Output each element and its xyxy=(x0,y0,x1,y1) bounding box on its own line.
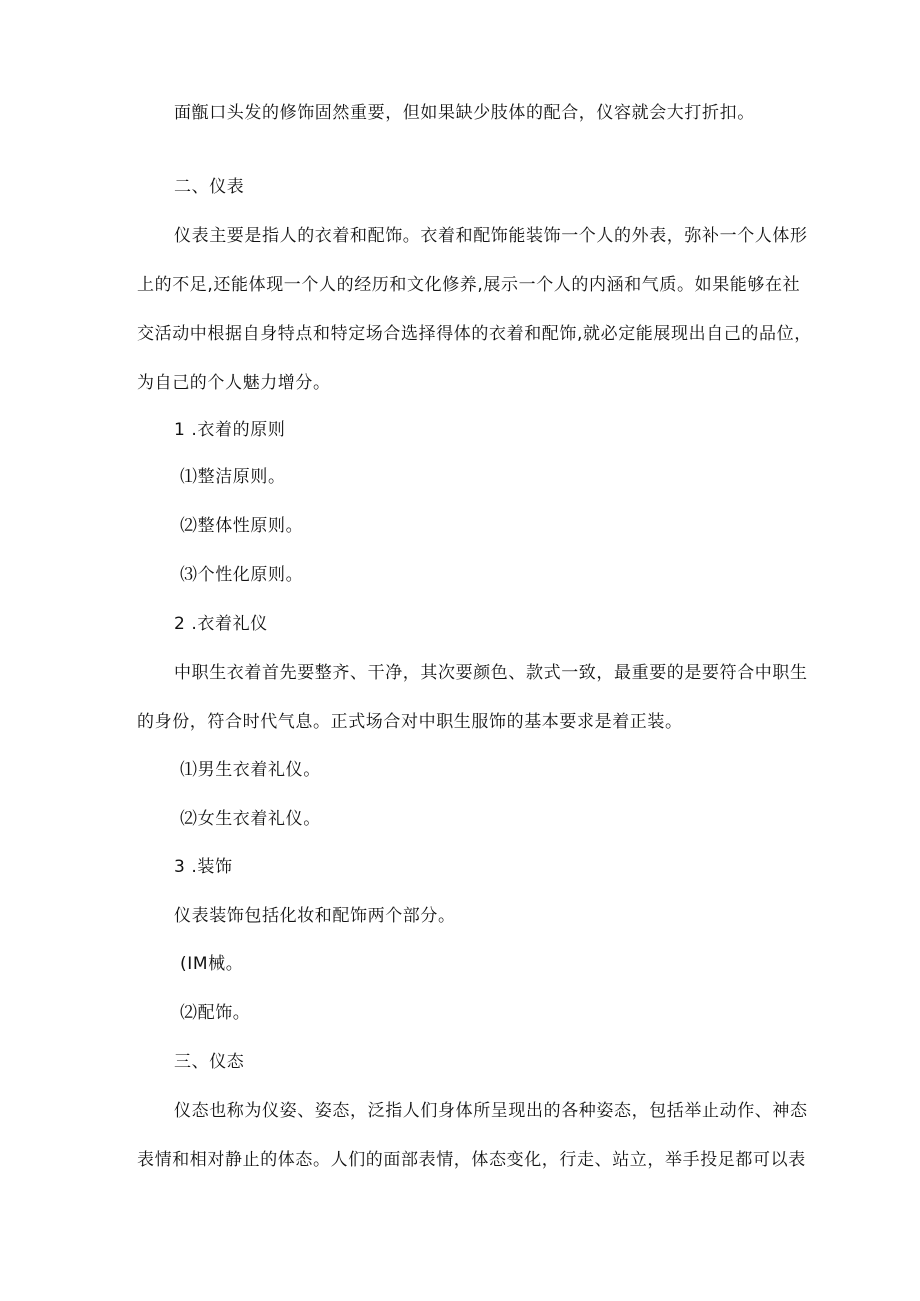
list-item: ⑵配饰。 xyxy=(180,1003,251,1023)
paragraph-line: 交活动中根据自身特点和特定场合选择得体的衣着和配饰,就必定能展现出自己的品位， xyxy=(137,324,812,344)
paragraph-line: 为自己的个人魅力增分。 xyxy=(137,373,331,393)
paragraph-line: 上的不足,还能体现一个人的经历和文化修养,展示一个人的内涵和气质。如果能够在社 xyxy=(137,275,801,295)
paragraph-line: 仪表装饰包括化妆和配饰两个部分。 xyxy=(174,906,456,926)
paragraph-line: 中职生衣着首先要整齐、干净，其次要颜色、款式一致，最重要的是要符合中职生 xyxy=(174,663,808,683)
list-item: ⑵整体性原则。 xyxy=(180,516,304,536)
list-item: (IM械。 xyxy=(180,954,244,974)
list-item: ⑶个性化原则。 xyxy=(180,565,304,585)
section-heading: 三、仪态 xyxy=(174,1052,245,1072)
section-heading: 二、仪表 xyxy=(174,177,245,197)
paragraph-line: 面甑口头发的修饰固然重要，但如果缺少肢体的配合，仪容就会大打折扣。 xyxy=(174,103,755,123)
list-item: ⑴整洁原则。 xyxy=(180,467,286,487)
paragraph-line: 的身份，符合时代气息。正式场合对中职生服饰的基本要求是着正装。 xyxy=(137,712,683,732)
list-item: ⑴男生衣着礼仪。 xyxy=(180,760,321,780)
paragraph-line: 仪态也称为仪姿、姿态，泛指人们身体所呈现出的各种姿态，包括举止动作、神态 xyxy=(174,1101,808,1121)
list-item: ⑵女生衣着礼仪。 xyxy=(180,809,321,829)
paragraph-line: 仪表主要是指人的衣着和配饰。衣着和配饰能装饰一个人的外表，弥补一个人体形 xyxy=(174,226,808,246)
subsection-heading: 2 .衣着礼仪 xyxy=(174,614,268,634)
subsection-heading: 3 .装饰 xyxy=(174,857,233,877)
paragraph-line: 表情和相对静止的体态。人们的面部表情，体态变化，行走、站立，举手投足都可以表 xyxy=(137,1150,806,1170)
subsection-heading: 1 .衣着的原则 xyxy=(174,420,286,440)
